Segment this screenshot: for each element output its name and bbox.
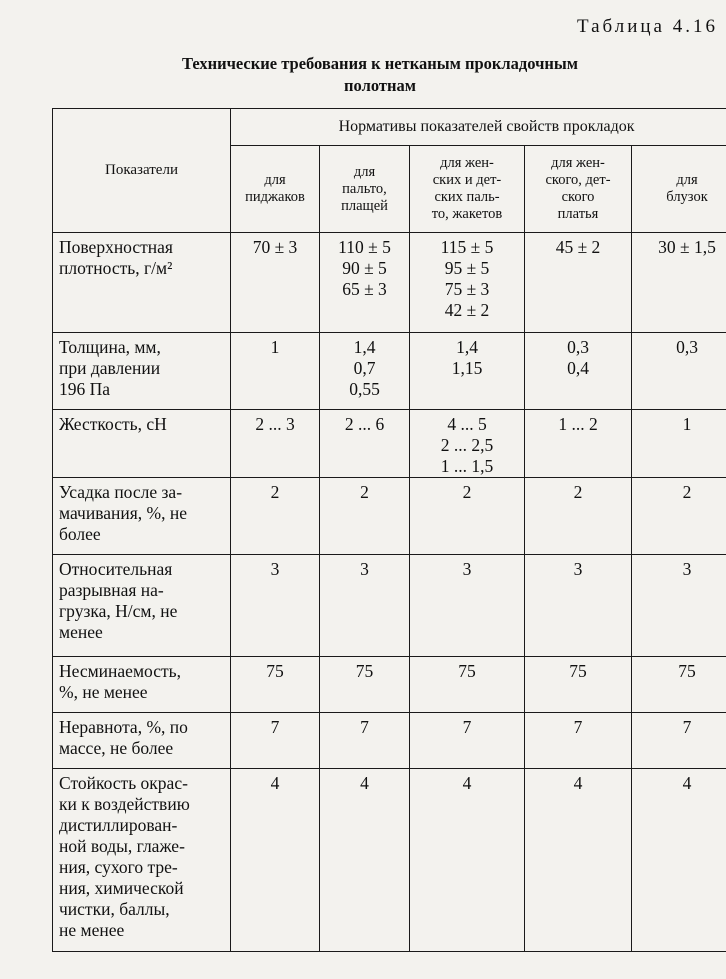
value-line: 2 ... 3 xyxy=(255,414,295,434)
value-line: 1 xyxy=(682,414,692,434)
indicator-line: Несминаемость, xyxy=(59,661,181,681)
indicator-cell xyxy=(53,555,231,657)
value-cell xyxy=(632,657,726,713)
indicator-line: при давлении xyxy=(59,358,161,378)
value-cell xyxy=(525,713,632,769)
table-row xyxy=(53,713,726,769)
column-header-line: ских паль- xyxy=(434,189,500,205)
indicator-line: ки к воздействию xyxy=(59,794,190,814)
column-header xyxy=(231,146,320,233)
column-header-line: для жен- xyxy=(551,155,605,171)
indicator-line: Поверхностная xyxy=(59,237,173,257)
indicator-line: не менее xyxy=(59,920,125,940)
value-line: 4 xyxy=(573,773,583,793)
value-line: 75 xyxy=(678,661,696,681)
column-header xyxy=(410,146,525,233)
indicator-line: чистки, баллы, xyxy=(59,899,170,919)
table-row xyxy=(53,769,726,952)
header-norms-group: Нормативы показателей свойств прокладок xyxy=(231,109,726,146)
column-header-line: плащей xyxy=(341,197,388,214)
value-cell xyxy=(632,233,726,333)
value-cell xyxy=(320,478,410,555)
indicator-line: разрывная на- xyxy=(59,580,164,600)
header-row-group xyxy=(53,109,726,146)
value-cell xyxy=(410,478,525,555)
value-cell xyxy=(632,769,726,952)
column-header-line: ских и дет- xyxy=(432,172,502,188)
value-cell xyxy=(632,478,726,555)
column-header-line: ского, дет- xyxy=(545,172,611,188)
indicator-line: грузка, Н/см, не xyxy=(59,601,178,621)
value-cell xyxy=(231,713,320,769)
value-cell xyxy=(231,555,320,657)
value-line: 1 ... 2 xyxy=(558,414,598,434)
table-row xyxy=(53,233,726,333)
value-line: 4 xyxy=(270,773,280,793)
column-header-line: пальто, xyxy=(342,180,387,197)
value-line: 2 xyxy=(270,482,280,502)
value-line: 75 xyxy=(569,661,587,681)
value-line: 42 ± 2 xyxy=(444,300,490,320)
column-header-line: для жен- xyxy=(440,155,494,171)
value-line: 7 xyxy=(360,717,369,737)
value-cell xyxy=(525,233,632,333)
value-line: 7 xyxy=(270,717,280,737)
value-line: 75 xyxy=(266,661,284,681)
indicator-cell xyxy=(53,410,231,478)
indicator-line: мачивания, %, не xyxy=(59,503,187,523)
value-cell xyxy=(525,657,632,713)
table-title xyxy=(0,53,726,97)
indicator-cell xyxy=(53,769,231,952)
value-cell xyxy=(525,555,632,657)
value-cell xyxy=(410,233,525,333)
value-cell xyxy=(320,769,410,952)
indicator-line: Относительная xyxy=(59,559,173,579)
value-line: 115 ± 5 xyxy=(440,237,494,257)
value-line: 45 ± 2 xyxy=(555,237,601,257)
value-line: 1 xyxy=(270,337,280,357)
indicator-line: менее xyxy=(59,622,103,642)
value-line: 2 xyxy=(573,482,583,502)
value-line: 0,55 xyxy=(349,379,380,399)
indicator-cell xyxy=(53,657,231,713)
value-line: 1,4 xyxy=(353,337,376,357)
column-header xyxy=(525,146,632,233)
value-cell xyxy=(320,555,410,657)
value-line: 95 ± 5 xyxy=(444,258,490,278)
column-header-line: пиджаков xyxy=(245,189,305,205)
value-cell xyxy=(320,713,410,769)
value-line: 0,3 xyxy=(676,337,698,357)
indicator-line: плотность, г/м² xyxy=(59,258,173,278)
value-cell xyxy=(632,333,726,410)
value-line: 2 xyxy=(682,482,692,502)
value-cell xyxy=(632,410,726,478)
value-cell xyxy=(320,233,410,333)
indicator-line: Толщина, мм, xyxy=(59,337,161,357)
value-line: 3 xyxy=(682,559,692,579)
value-cell xyxy=(320,333,410,410)
requirements-table xyxy=(52,108,726,952)
value-line: 3 xyxy=(462,559,472,579)
value-cell xyxy=(231,410,320,478)
table-row xyxy=(53,333,726,410)
column-header xyxy=(320,146,410,233)
indicator-line: ной воды, глаже- xyxy=(59,836,185,856)
indicator-cell xyxy=(53,478,231,555)
value-line: 2 xyxy=(462,482,472,502)
table-row xyxy=(53,555,726,657)
value-line: 7 xyxy=(573,717,583,737)
value-cell xyxy=(632,555,726,657)
value-line: 2 xyxy=(360,482,369,502)
indicator-line: Жесткость, сН xyxy=(59,414,167,434)
column-header-line: то, жакетов xyxy=(431,206,503,222)
value-line: 7 xyxy=(462,717,472,737)
value-line: 7 xyxy=(682,717,692,737)
header-indicators: Показатели xyxy=(53,109,231,233)
value-line: 3 xyxy=(270,559,280,579)
indicator-line: 196 Па xyxy=(59,379,111,399)
value-cell xyxy=(410,555,525,657)
value-line: 1,15 xyxy=(451,358,483,378)
value-cell xyxy=(320,410,410,478)
value-line: 1 ... 1,5 xyxy=(440,456,494,476)
value-cell xyxy=(410,410,525,478)
indicator-cell xyxy=(53,713,231,769)
value-cell xyxy=(525,410,632,478)
value-line: 0,4 xyxy=(567,358,589,378)
indicator-cell xyxy=(53,233,231,333)
column-header-line: платья xyxy=(557,206,599,222)
value-cell xyxy=(410,769,525,952)
value-line: 3 xyxy=(573,559,583,579)
value-line: 4 ... 5 xyxy=(447,414,487,434)
value-line: 3 xyxy=(360,559,369,579)
value-cell xyxy=(410,713,525,769)
title-line: полотнам xyxy=(344,76,416,95)
value-cell xyxy=(320,657,410,713)
indicator-line: Усадка после за- xyxy=(59,482,183,502)
value-line: 0,3 xyxy=(567,337,589,357)
value-line: 65 ± 3 xyxy=(342,279,387,299)
value-cell xyxy=(231,657,320,713)
value-line: 70 ± 3 xyxy=(252,237,298,257)
value-line: 2 ... 6 xyxy=(344,414,385,434)
value-line: 75 ± 3 xyxy=(444,279,490,299)
value-line: 75 xyxy=(355,661,374,681)
table-row xyxy=(53,657,726,713)
indicator-line: Стойкость окрас- xyxy=(59,773,188,793)
value-cell xyxy=(231,333,320,410)
value-cell xyxy=(231,233,320,333)
value-line: 1,4 xyxy=(456,337,478,357)
value-cell xyxy=(525,333,632,410)
column-header-line: блузок xyxy=(666,189,708,205)
column-header-line: для xyxy=(264,172,286,188)
table-row xyxy=(53,410,726,478)
column-header-line: для xyxy=(353,163,376,180)
column-header xyxy=(632,146,726,233)
indicator-line: Неравнота, %, по xyxy=(59,717,188,737)
value-cell xyxy=(525,769,632,952)
title-line: Технические требования к нетканым прокладочным xyxy=(181,54,579,73)
value-line: 4 xyxy=(682,773,692,793)
value-cell xyxy=(525,478,632,555)
table-row xyxy=(53,478,726,555)
indicator-line: ния, сухого тре- xyxy=(59,857,178,877)
value-line: 0,7 xyxy=(353,358,376,378)
value-line: 75 xyxy=(458,661,476,681)
value-line: 90 ± 5 xyxy=(342,258,387,278)
value-line: 110 ± 5 xyxy=(338,237,391,257)
value-line: 4 xyxy=(360,773,369,793)
column-header-line: ского xyxy=(561,189,595,205)
indicator-cell xyxy=(53,333,231,410)
value-cell xyxy=(632,713,726,769)
indicator-line: более xyxy=(59,524,101,544)
indicator-line: ния, химической xyxy=(59,878,184,898)
value-cell xyxy=(410,333,525,410)
indicator-line: дистиллирован- xyxy=(59,815,178,835)
table-number: Таблица 4.16 xyxy=(576,16,718,37)
value-line: 2 ... 2,5 xyxy=(440,435,494,455)
value-line: 4 xyxy=(462,773,472,793)
value-cell xyxy=(231,769,320,952)
value-line: 30 ± 1,5 xyxy=(658,237,716,257)
indicator-line: %, не менее xyxy=(59,682,148,702)
column-header-line: для xyxy=(676,172,698,188)
value-cell xyxy=(410,657,525,713)
value-cell xyxy=(231,478,320,555)
indicator-line: массе, не более xyxy=(59,738,174,758)
